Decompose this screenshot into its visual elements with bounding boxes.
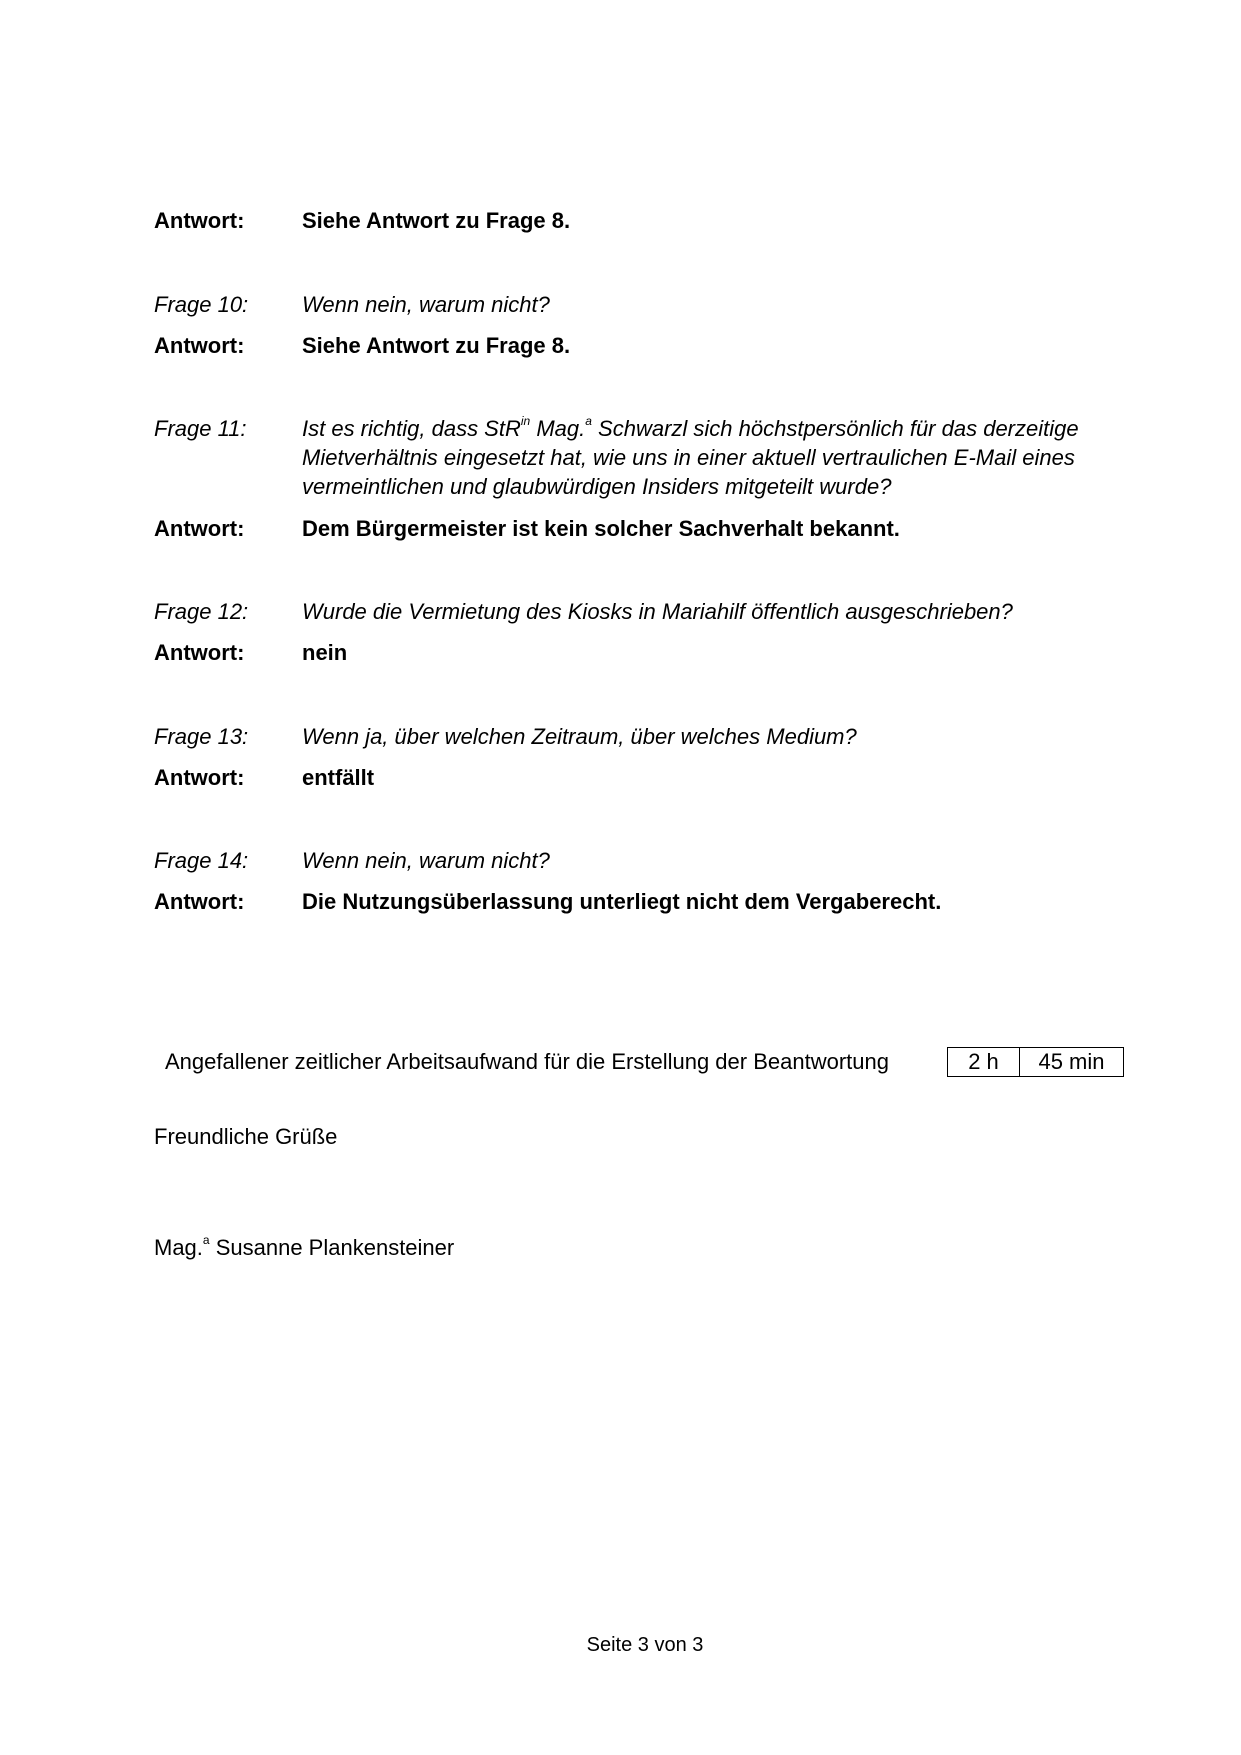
effort-box [947,1047,1124,1077]
question-text: Wenn nein, warum nicht? [302,292,550,317]
question-label: Frage 14: [154,848,249,873]
answer-text: Siehe Antwort zu Frage 8. [302,333,571,358]
answer-text: nein [302,640,348,665]
question-row [154,597,1114,626]
answer-text: entfällt [302,765,375,790]
answer-row [154,887,1114,916]
answer-row [154,763,1114,792]
effort-hours: 2 h [948,1048,1020,1076]
question-label: Frage 12: [154,599,249,624]
question-row [154,414,1114,501]
answer-text: Dem Bürgermeister ist kein solcher Sachverhalt bekannt. [302,516,900,541]
answer-label: Antwort: [154,640,245,665]
effort-line [165,1047,1125,1077]
superscript: a [585,413,592,428]
question-text: Wenn nein, warum nicht? [302,848,550,873]
answer-row [154,638,1114,667]
answer-label: Antwort: [154,765,245,790]
answer-label: Antwort: [154,333,245,358]
superscript: a [202,1232,210,1247]
question-text [302,414,1114,501]
question-text-part: Ist es richtig, dass StR [302,416,521,441]
question-row [154,846,1114,875]
effort-minutes: 45 min [1038,1049,1105,1074]
answer-label: Antwort: [154,889,245,914]
closing: Freundliche Grüße [154,1124,338,1149]
answer-text: Die Nutzungsüberlassung unterliegt nicht dem Vergaberecht. [302,889,942,914]
superscript: in [520,413,531,428]
answer-row [154,206,1114,235]
question-label: Frage 11: [154,416,247,441]
effort-label: Angefallener zeitlicher Arbeitsaufwand für die Erstellung der Beantwortung [165,1049,889,1074]
question-text-part: Mag. [530,416,586,441]
answer-row [154,514,1114,543]
answer-label: Antwort: [154,516,245,541]
question-text-part: Schwarzl sich höchstpersönlich für das derzeitige Mietverhältnis eingesetzt hat, wie uns in einer aktuell vertraulichen E-Mail eines vermeintlichen und glaubwürdigen Insiders mitgeteilt wurde? [302,416,1079,499]
answer-row [154,331,1114,360]
question-label: Frage 10: [154,292,249,317]
question-row [154,722,1114,751]
question-label: Frage 13: [154,724,249,749]
question-text: Wurde die Vermietung des Kiosks in Mariahilf öffentlich ausgeschrieben? [302,599,1013,624]
question-text: Wenn ja, über welchen Zeitraum, über welches Medium? [302,724,857,749]
answer-label: Antwort: [154,208,245,233]
page-number: Seite 3 von 3 [586,1634,704,1656]
signature-title: Mag. [154,1235,203,1260]
question-row [154,290,1114,319]
signature [154,1233,454,1262]
signature-name: Susanne Plankensteiner [209,1235,455,1260]
answer-text: Siehe Antwort zu Frage 8. [302,208,571,233]
